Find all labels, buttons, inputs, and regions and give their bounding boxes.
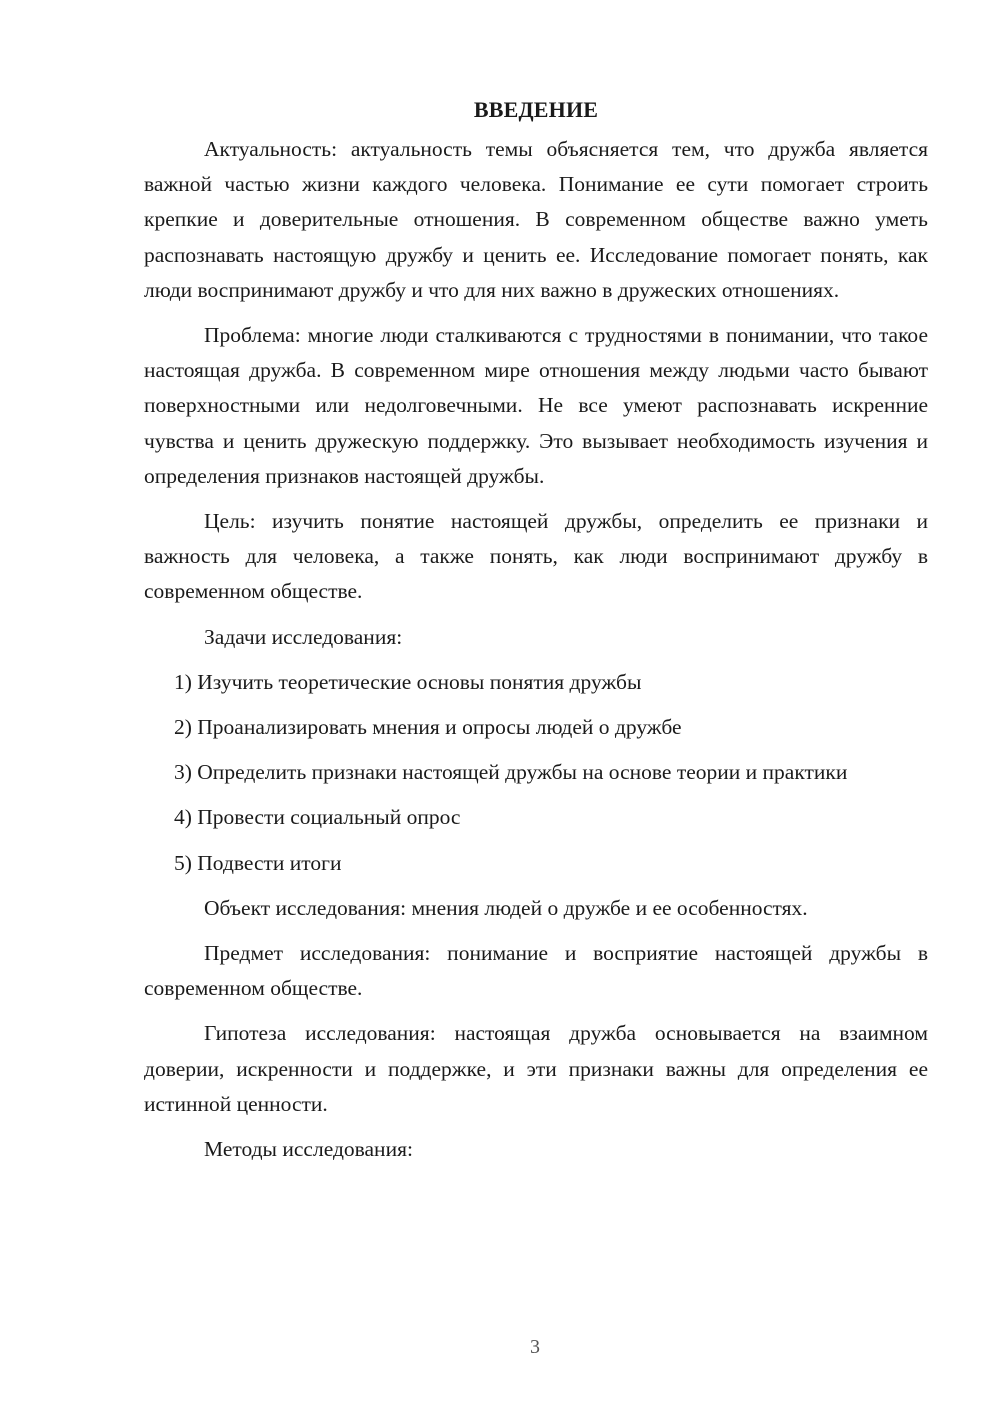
task-item-3: 3) Определить признаки настоящей дружбы на основе теории и практики (174, 760, 848, 785)
paragraph-hypothesis: Гипотеза исследования: настоящая дружба основывается на взаимном доверии, искренности и поддержке, и эти признаки важны для определения ее истинной ценности. (144, 1021, 928, 1116)
paragraph-tasks-heading: Задачи исследования: (204, 624, 403, 649)
paragraph-object: Объект исследования: мнения людей о дружбе и ее особенностях. (204, 895, 808, 920)
task-item-4: 4) Провести социальный опрос (174, 805, 461, 830)
paragraph-subject: Предмет исследования: понимание и восприятие настоящей дружбы в современном обществе. (144, 941, 928, 1001)
paragraph-methods: Методы исследования: (204, 1137, 413, 1162)
task-item-2: 2) Проанализировать мнения и опросы людей о дружбе (174, 715, 682, 740)
paragraph-goal: Цель: изучить понятие настоящей дружбы, определить ее признаки и важность для человека, а также понять, как люди воспринимают дружбу в современном обществе. (144, 509, 928, 604)
section-title: ВВЕДЕНИЕ (473, 97, 599, 122)
page-number: 3 (530, 1336, 540, 1358)
paragraph-problem: Проблема: многие люди сталкиваются с трудностями в понимании, что такое настоящая дружба. В современном мире отношения между людьми часто бывают поверхностными или недолговечными. Не все умеют распознавать искренние чувства и ценить дружескую поддержку. Это вызывает необходимость изучения и определения признаков настоящей дружбы. (144, 323, 928, 488)
task-item-1: 1) Изучить теоретические основы понятия дружбы (174, 669, 642, 694)
document-page (144, 92, 928, 1177)
paragraph-relevance: Актуальность: актуальность темы объясняется тем, что дружба является важной частью жизни каждого человека. Понимание ее сути помогает строить крепкие и доверительные отношения. В современном обществе важно уметь распознавать настоящую дружбу и ценить ее. Исследование помогает понять, как люди воспринимают дружбу и что для них важно в дружеских отношениях. (144, 137, 928, 302)
task-item-5: 5) Подвести итоги (174, 850, 342, 875)
